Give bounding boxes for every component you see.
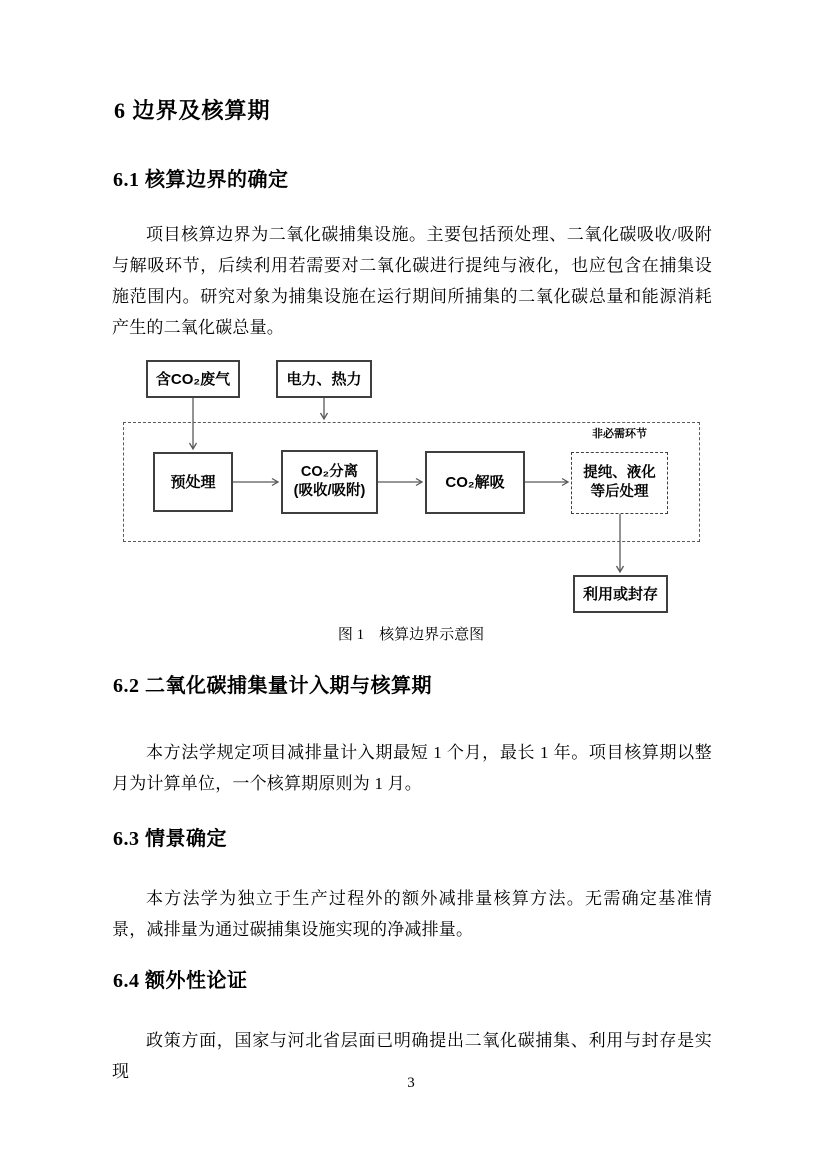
node-power-heat-label: 电力、热力 [286, 370, 362, 388]
node-power-heat [276, 360, 372, 398]
node-purification-liquefaction [571, 452, 668, 514]
node-pretreatment [153, 452, 233, 512]
paragraph-6-4: 政策方面，国家与河北省层面已明确提出二氧化碳捕集、利用与封存是实现 [112, 1031, 712, 1081]
node-use-or-storage-label: 利用或封存 [582, 585, 658, 603]
paragraph-6-3: 本方法学为独立于生产过程外的额外减排量核算方法。无需确定基准情景，减排量为通过碳捕集设施实现的净减排量。 [112, 889, 712, 939]
node-co2-waste-gas-label: 含CO₂废气 [155, 370, 231, 388]
node-co2-separation-line2: (吸收/吸附) [293, 483, 366, 499]
node-purification-line2: 等后处理 [590, 484, 649, 500]
section-heading-6-2: 6.2 二氧化碳捕集量计入期与核算期 [113, 675, 432, 697]
node-co2-separation-line1: CO₂分离 [300, 464, 359, 480]
paragraph-6-1: 项目核算边界为二氧化碳捕集设施。主要包括预处理、二氧化碳吸收/吸附与解吸环节，后续利用若需要对二氧化碳进行提纯与液化，也应包含在捕集设施范围内。研究对象为捕集设施在运行期间所捕集的二氧化碳总量和能源消耗产生的二氧化碳总量。 [112, 225, 712, 337]
node-co2-desorption [425, 451, 525, 514]
page-number: 3 [407, 1075, 415, 1091]
node-co2-desorption-label: CO₂解吸 [445, 474, 505, 491]
section-heading-6-4: 6.4 额外性论证 [113, 970, 248, 992]
paragraph-6-2: 本方法学规定项目减排量计入期最短 1 个月，最长 1 年。项目核算期以整月为计算单位，一个核算期原则为 1 月。 [112, 743, 712, 793]
flowchart-figure [112, 360, 710, 618]
node-co2-waste-gas [146, 360, 240, 398]
section-heading-6: 6 边界及核算期 [114, 98, 271, 123]
node-purification-line1: 提纯、液化 [583, 465, 656, 481]
node-co2-separation [281, 450, 378, 514]
section-heading-6-3: 6.3 情景确定 [113, 828, 227, 850]
node-use-or-storage [573, 575, 668, 613]
node-pretreatment-label: 预处理 [170, 473, 216, 491]
section-heading-6-1: 6.1 核算边界的确定 [113, 169, 289, 191]
optional-step-label: 非必需环节 [592, 428, 647, 440]
figure-caption: 图 1 核算边界示意图 [337, 627, 485, 643]
